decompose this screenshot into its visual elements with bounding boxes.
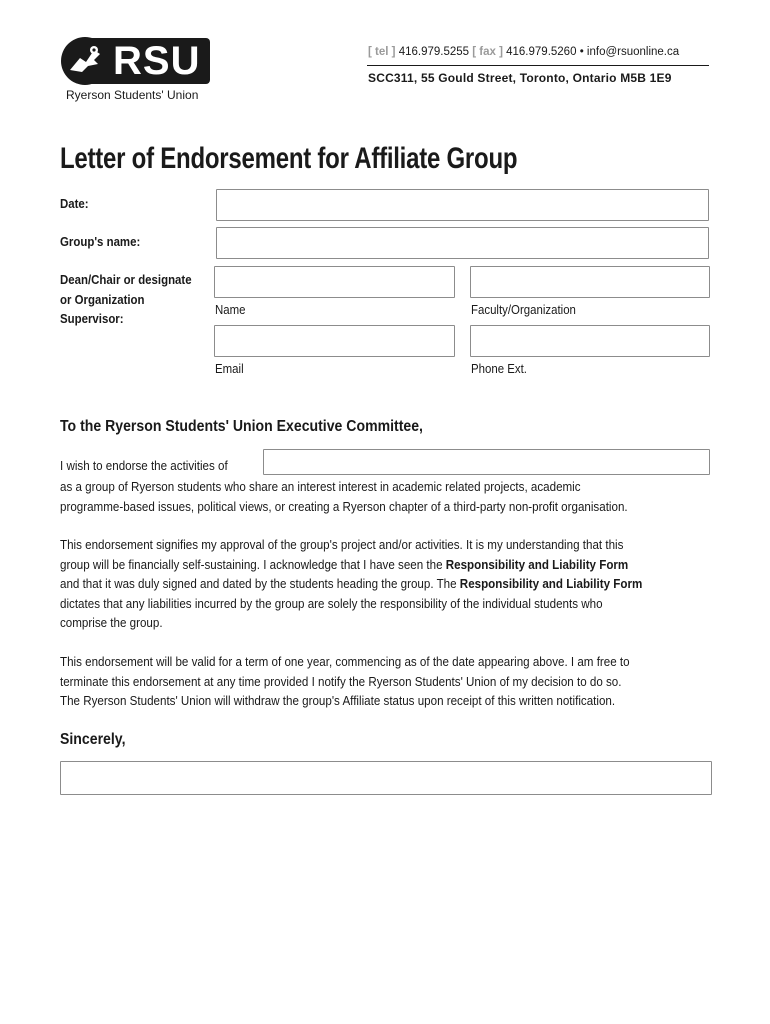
date-label: Date:: [60, 196, 89, 211]
logo-text: RSU: [113, 39, 201, 83]
tel-number: 416.979.5255: [398, 46, 470, 58]
faculty-caption: Faculty/Organization: [471, 302, 576, 317]
address-line: SCC311, 55 Gould Street, Toronto, Ontario M5B 1E9: [368, 71, 672, 85]
endorse-intro: I wish to endorse the activities of: [60, 458, 228, 473]
p2-line2: [60, 555, 711, 575]
p2-line3-text: and that it was duly signed and dated by the students heading the group. The: [60, 576, 460, 591]
supervisor-email-field[interactable]: [214, 325, 455, 357]
endorsed-group-field[interactable]: [263, 449, 710, 475]
supervisor-name-field[interactable]: [214, 266, 455, 298]
contact-line: [368, 46, 679, 58]
p3-line3: The Ryerson Students' Union will withdraw the group's Affiliate status upon receipt of this written notification.: [60, 693, 616, 708]
tel-label: [ tel ]: [368, 46, 396, 58]
supervisor-phone-field[interactable]: [470, 325, 710, 357]
p2-line3: [60, 574, 711, 594]
p1-line2: as a group of Ryerson students who share an interest interest in academic related projects, academic: [60, 479, 581, 494]
responsibility-form-ref-2: Responsibility and Liability Form: [459, 576, 643, 591]
p2-line5: comprise the group.: [60, 615, 163, 630]
p1-line3: programme-based issues, political views, or creating a Ryerson chapter of a third-party non-profit organisation.: [60, 498, 628, 514]
p3-line2: terminate this endorsement at any time provided I notify the Ryerson Students' Union of my decision to do so.: [60, 673, 622, 689]
salutation: To the Ryerson Students' Union Executive Committee,: [60, 418, 423, 435]
responsibility-form-ref-1: Responsibility and Liability Form: [445, 556, 629, 572]
closing: Sincerely,: [60, 731, 126, 748]
separator-bullet: •: [579, 46, 584, 58]
header-rule: [367, 65, 709, 66]
paragraph-2: [60, 535, 711, 633]
phone-caption: Phone Ext.: [471, 361, 527, 376]
signature-field[interactable]: [60, 761, 712, 795]
rsu-logo: [60, 36, 210, 86]
paragraph-3: [60, 652, 711, 711]
group-name-field[interactable]: [216, 227, 709, 259]
logo-subtitle: Ryerson Students' Union: [66, 88, 199, 102]
page-title: Letter of Endorsement for Affiliate Group: [60, 142, 518, 175]
dean-label-line3: Supervisor:: [60, 311, 124, 326]
paragraph-1: [60, 477, 711, 516]
group-name-label: Group's name:: [60, 234, 141, 249]
dean-label-line2: or Organization: [60, 292, 145, 307]
date-field[interactable]: [216, 189, 709, 221]
email-caption: Email: [215, 361, 244, 376]
p2-line1: This endorsement signifies my approval of the group's project and/or activities. It is my understanding that this: [60, 537, 624, 552]
supervisor-faculty-field[interactable]: [470, 266, 710, 298]
p2-line2-text: group will be financially self-sustaining. I acknowledge that I have seen the: [60, 556, 446, 572]
fax-label: [ fax ]: [472, 46, 503, 58]
p3-line1: This endorsement will be valid for a term of one year, commencing as of the date appearing above. I am free to: [60, 654, 630, 669]
name-caption: Name: [215, 302, 246, 317]
fax-number: 416.979.5260: [506, 46, 577, 58]
email-address: info@rsuonline.ca: [586, 46, 680, 58]
dean-label-line1: Dean/Chair or designate: [60, 272, 192, 287]
p2-line4: dictates that any liabilities incurred by the group are solely the responsibility of the individual students who: [60, 595, 603, 611]
